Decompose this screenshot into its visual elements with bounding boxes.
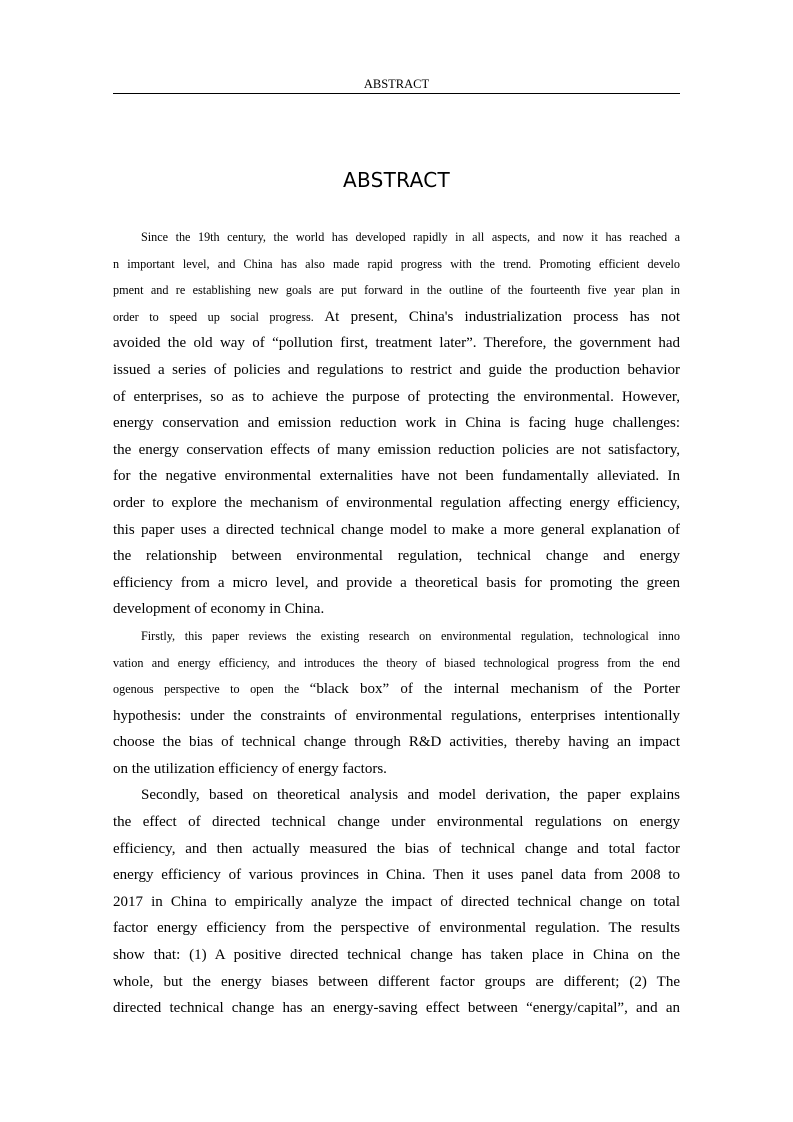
text-line: vation and energy efficiency, and introduces the theory of biased technological progress from the end (113, 655, 680, 670)
text-line: Since the 19th century, the world has developed rapidly in all aspects, and now it has reached a (141, 230, 680, 244)
text-line: the relationship between environmental regulation, technical change and energy (113, 548, 680, 565)
text-line: hypothesis: under the constraints of environmental regulations, enterprises intentionally (113, 707, 680, 724)
text-line: energy conservation and emission reduction work in China is facing huge challenges: (113, 415, 680, 432)
abstract-title: ABSTRACT (343, 168, 450, 192)
text-line (113, 304, 680, 331)
abstract-body (113, 224, 680, 1022)
text-segment: At present, China's industrialization process has not (324, 308, 680, 325)
text-line: Firstly, this paper reviews the existing research on environmental regulation, technological inno (141, 628, 680, 643)
text-line: Secondly, based on theoretical analysis and model derivation, the paper explains (141, 787, 680, 804)
text-line: of enterprises, so as to achieve the purpose of protecting the environmental. However, (113, 388, 680, 405)
paragraph (113, 623, 680, 783)
text-line: energy efficiency of various provinces in China. Then it uses panel data from 2008 to (113, 867, 680, 884)
text-line: choose the bias of technical change through R&D activities, thereby having an impact (113, 734, 680, 751)
running-header: ABSTRACT (363, 77, 430, 91)
text-line: 2017 in China to empirically analyze the impact of directed technical change on total (113, 893, 680, 910)
text-segment: “black box” of the internal mechanism of the Porter (309, 681, 680, 698)
text-line: n important level, and China has also made rapid progress with the trend. Promoting efficient develo (113, 256, 680, 271)
text-line: order to explore the mechanism of environmental regulation affecting energy efficiency, (113, 494, 680, 511)
text-line: pment and re establishing new goals are put forward in the outline of the fourteenth five year plan in (113, 283, 680, 298)
text-line: this paper uses a directed technical change model to make a more general explanation of (113, 521, 680, 538)
text-line: the effect of directed technical change under environmental regulations on energy (113, 814, 680, 831)
text-line: whole, but the energy biases between different factor groups are different; (2) The (113, 973, 680, 990)
text-line: efficiency from a micro level, and provide a theoretical basis for promoting the green (113, 574, 680, 591)
text-line: for the negative environmental externalities have not been fundamentally alleviated. In (113, 468, 680, 485)
text-line: on the utilization efficiency of energy factors. (113, 760, 387, 777)
text-segment-small: order to speed up social progress. (113, 309, 325, 324)
text-line: development of economy in China. (113, 601, 325, 618)
text-line: avoided the old way of “pollution first, treatment later”. Therefore, the government had (113, 335, 680, 352)
text-line (113, 676, 680, 703)
text-segment-small: ogenous perspective to open the (113, 682, 310, 697)
paragraph (113, 224, 680, 623)
text-line: factor energy efficiency from the perspective of environmental regulation. The results (113, 920, 680, 937)
text-line: the energy conservation effects of many emission reduction policies are not satisfactory, (113, 441, 680, 458)
text-line: directed technical change has an energy-saving effect between “energy/capital”, and an (113, 1000, 680, 1017)
paragraph (113, 782, 680, 1021)
text-line: efficiency, and then actually measured the bias of technical change and total factor (113, 840, 680, 857)
text-line: issued a series of policies and regulations to restrict and guide the production behavior (113, 361, 680, 378)
text-line: show that: (1) A positive directed technical change has taken place in China on the (113, 947, 680, 964)
header-rule (113, 93, 680, 94)
